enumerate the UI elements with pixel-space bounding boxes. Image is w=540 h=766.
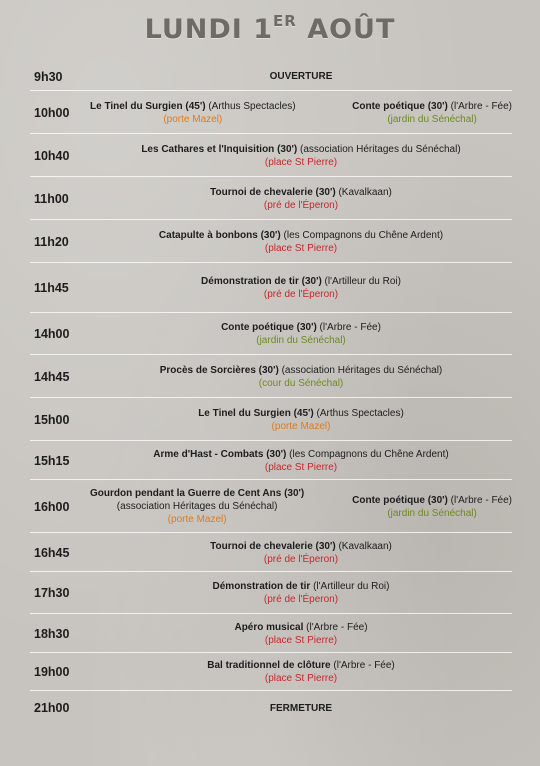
- event-performer: (les Compagnons du Chêne Ardent): [286, 448, 449, 460]
- row-time: 21h00: [34, 701, 70, 715]
- event-title: Le Tinel du Surgien (45'): [90, 100, 206, 112]
- row-content: [90, 91, 512, 134]
- row-time: 15h00: [34, 412, 70, 427]
- row-time: 16h00: [34, 499, 70, 514]
- row-content: [90, 614, 512, 653]
- row-content: [90, 480, 512, 533]
- event-performer: (les Compagnons du Chêne Ardent): [280, 229, 444, 241]
- row-content: [90, 398, 512, 441]
- event-title: Les Cathares et l'Inquisition (30'): [141, 143, 298, 155]
- row-time: 11h45: [34, 281, 69, 295]
- event-performer: (association Héritages du Sénéchal): [116, 501, 278, 512]
- event-left: [90, 487, 304, 526]
- page-title: LUNDI 1ER AOÛT: [144, 12, 396, 45]
- schedule-row: [30, 441, 512, 480]
- schedule-row: [30, 177, 512, 220]
- row-time: 16h45: [34, 545, 70, 560]
- row-content: [90, 572, 512, 614]
- schedule-row: [30, 691, 512, 725]
- schedule-row: [30, 220, 512, 263]
- row-content: [90, 220, 512, 263]
- event-title: Arme d'Hast - Combats (30'): [153, 448, 287, 460]
- schedule-row: [30, 91, 512, 134]
- event-location: (place St Pierre): [264, 156, 338, 168]
- event-performer: (l'Arbre - Fée): [447, 100, 512, 112]
- event-title: OUVERTURE: [269, 71, 333, 82]
- row-content: [90, 62, 512, 91]
- row-time: 10h40: [34, 148, 70, 163]
- event-right: [352, 100, 512, 126]
- row-content: [90, 263, 512, 313]
- event-title: Tournoi de chevalerie (30'): [210, 540, 336, 552]
- event-performer: (l'Arbre - Fée): [447, 494, 512, 506]
- row-time: 18h30: [34, 626, 70, 641]
- row-content: [90, 533, 512, 572]
- event-title: Conte poétique (30'): [352, 494, 448, 506]
- event-performer: (association Héritages du Sénéchal): [297, 143, 461, 155]
- event-performer: (Kavalkaan): [335, 540, 392, 552]
- event-performer: (l'Arbre - Fée): [303, 621, 368, 633]
- event-title: Catapulte à bonbons (30'): [158, 229, 281, 241]
- schedule-row: [30, 614, 512, 653]
- event-left: [90, 100, 296, 126]
- row-time: 10h00: [34, 105, 70, 120]
- event-performer: (association Héritages du Sénéchal): [278, 364, 443, 376]
- event-title: Conte poétique (30'): [352, 100, 448, 112]
- event-right: [352, 494, 512, 520]
- event-title: Démonstration de tir (30'): [201, 276, 322, 287]
- event-location: (jardin du Sénéchal): [387, 507, 477, 519]
- event-location: (place St Pierre): [264, 461, 338, 473]
- schedule-row: [30, 398, 512, 441]
- event-location: (jardin du Sénéchal): [387, 113, 477, 125]
- event-performer: (l'Arbre - Fée): [316, 322, 381, 333]
- schedule-row: [30, 355, 512, 398]
- event-performer: (l'Artilleur du Roi): [310, 581, 390, 592]
- event-title: FERMETURE: [269, 702, 333, 714]
- row-content: [90, 691, 512, 725]
- row-time: 11h20: [34, 234, 69, 249]
- event-title: Démonstration de tir: [212, 581, 311, 592]
- event-location: (jardin du Sénéchal): [256, 335, 346, 346]
- row-content: [90, 441, 512, 480]
- event-performer: (l'Artilleur du Roi): [321, 276, 401, 287]
- event-location: (place St Pierre): [264, 634, 338, 646]
- event-location: (pré de l'Éperon): [263, 594, 339, 605]
- row-content: [90, 653, 512, 691]
- event-location: (porte Mazel): [167, 514, 227, 525]
- event-title: Procès de Sorcières (30'): [159, 364, 279, 376]
- event-title: Le Tinel du Surgien (45'): [198, 407, 314, 419]
- row-content: [90, 134, 512, 177]
- event-performer: (l'Arbre - Fée): [330, 660, 395, 671]
- schedule-row: [30, 263, 512, 313]
- schedule-row: [30, 480, 512, 533]
- event-title: Conte poétique (30'): [221, 322, 317, 333]
- event-performer: (Arthus Spectacles): [205, 100, 296, 112]
- row-time: 17h30: [34, 586, 70, 600]
- event-title: Tournoi de chevalerie (30'): [210, 186, 336, 198]
- row-content: [90, 177, 512, 220]
- event-performer: (Arthus Spectacles): [313, 407, 404, 419]
- row-content: [90, 313, 512, 355]
- row-time: 9h30: [34, 69, 63, 84]
- event-title: Gourdon pendant la Guerre de Cent Ans (30'): [90, 488, 305, 499]
- schedule-row: [30, 134, 512, 177]
- event-location: (pré de l'Éperon): [263, 553, 339, 565]
- event-location: (place St Pierre): [264, 673, 338, 684]
- row-time: 11h00: [34, 191, 69, 206]
- row-content: [90, 355, 512, 398]
- row-time: 15h15: [34, 453, 70, 468]
- schedule-row: [30, 533, 512, 572]
- event-location: (pré de l'Éperon): [263, 289, 339, 300]
- event-title: Bal traditionnel de clôture: [207, 660, 331, 671]
- event-performer: (Kavalkaan): [335, 186, 392, 198]
- event-location: (pré de l'Éperon): [263, 199, 339, 211]
- event-location: (porte Mazel): [163, 113, 223, 125]
- event-title: Apéro musical: [234, 621, 304, 633]
- schedule-row: [30, 653, 512, 691]
- schedule-row: [30, 572, 512, 614]
- event-location: (place St Pierre): [264, 242, 338, 254]
- event-location: (porte Mazel): [271, 420, 331, 432]
- row-time: 14h00: [34, 327, 70, 341]
- schedule-row: [30, 313, 512, 355]
- schedule-row: [30, 62, 512, 91]
- row-time: 19h00: [34, 665, 70, 679]
- event-location: (cour du Sénéchal): [258, 377, 344, 389]
- row-time: 14h45: [34, 369, 70, 384]
